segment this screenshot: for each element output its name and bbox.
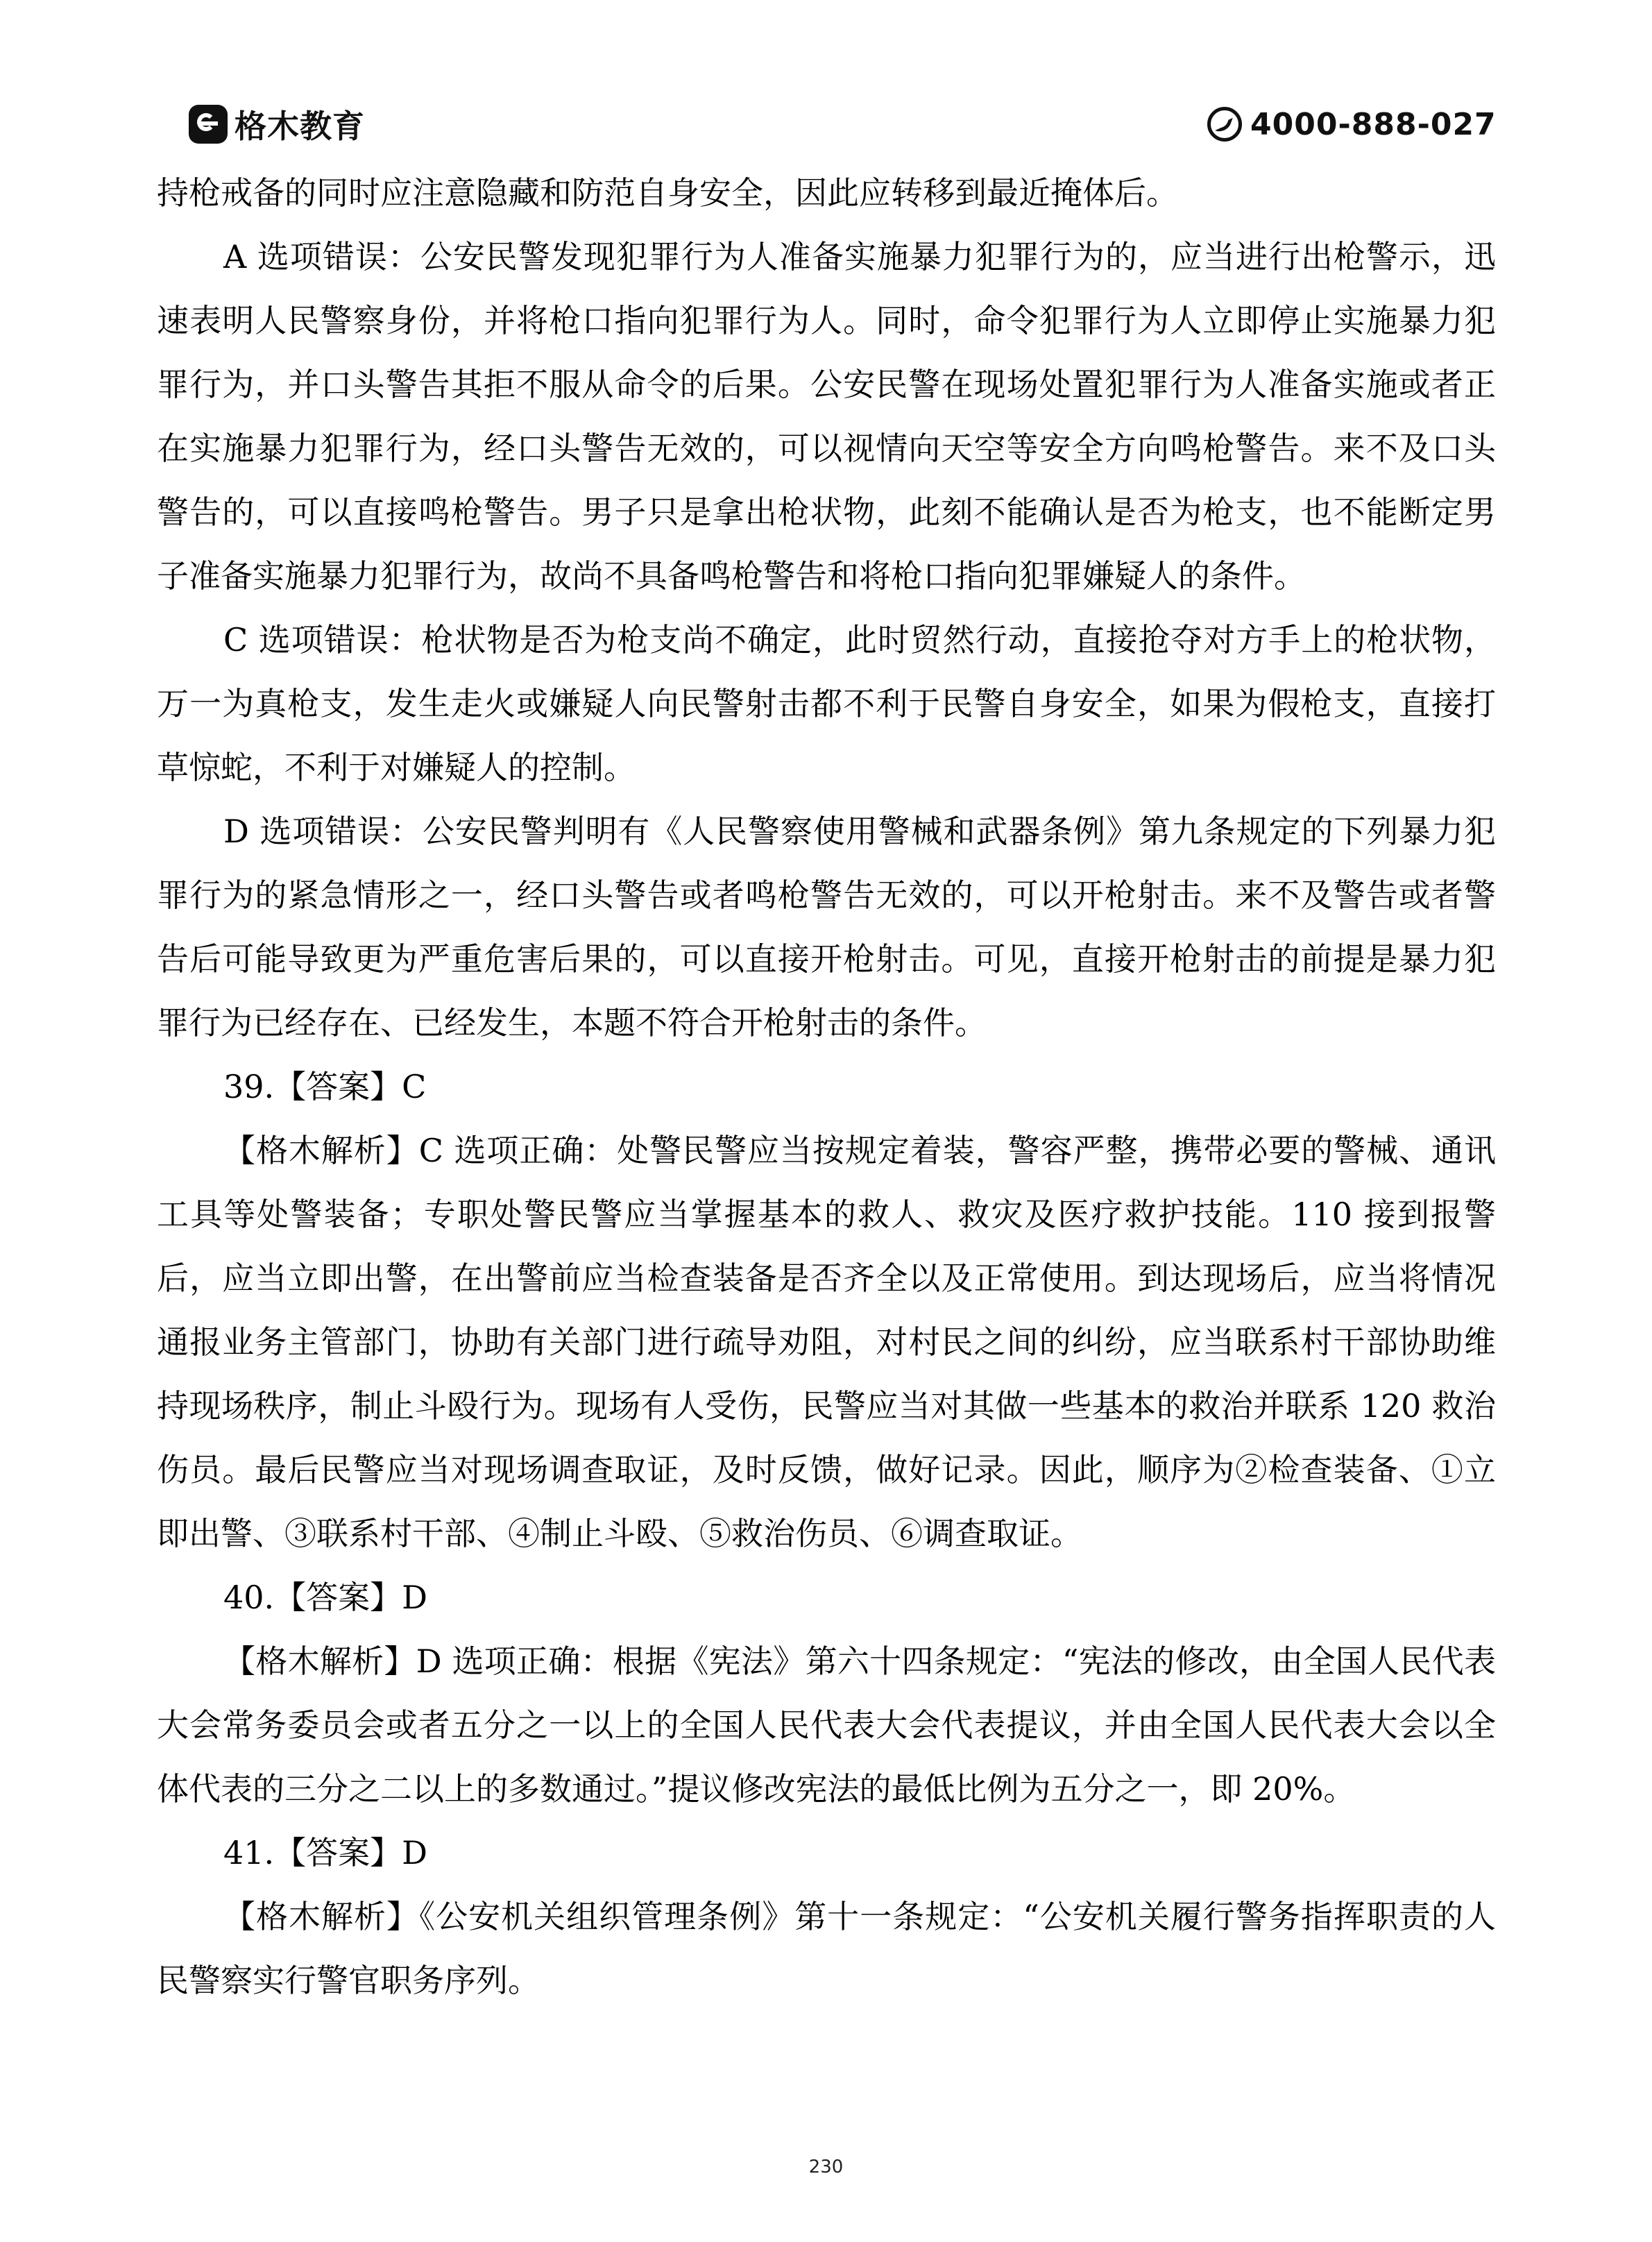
hotline-number: 4000-888-027: [1250, 106, 1497, 142]
phone-icon: [1207, 107, 1242, 142]
analysis-39: 【格木解析】C 选项正确：处警民警应当按规定着装，警容严整，携带必要的警械、通讯工具等处警装备；专职处警民警应当掌握基本的救人、救灾及医疗救护技能。110 接到报警后，应当立即出警，在出警前应当检查装备是否齐全以及正常使用。到达现场后，应当将情况通报业务主管部门，协助有关部门进行疏导劝阻，对村民之间的纠纷，应当联系村干部协助维持现场秩序，制止斗殴行为。现场有人受伤，民警应当对其做一些基本的救治并联系 120 救治伤员。最后民警应当对现场调查取证，及时反馈，做好记录。因此，顺序为②检查装备、①立即出警、③联系村干部、④制止斗殴、⑤救治伤员、⑥调查取证。: [157, 1132, 1496, 1552]
page-header: [0, 0, 1652, 160]
answer-41: 41.【答案】D: [223, 1834, 428, 1871]
document-body: [157, 161, 1496, 2012]
brand-logo-icon: [189, 105, 228, 144]
brand-logo: [189, 103, 365, 146]
brand-name: 格木教育: [235, 108, 365, 145]
hotline: [1207, 103, 1497, 146]
paragraph-option-d: D 选项错误：公安民警判明有《人民警察使用警械和武器条例》第九条规定的下列暴力犯罪行为的紧急情形之一，经口头警告或者鸣枪警告无效的，可以开枪射击。来不及警告或者警告后可能导致更为严重危害后果的，可以直接开枪射击。可见，直接开枪射击的前提是暴力犯罪行为已经存在、已经发生，本题不符合开枪射击的条件。: [157, 813, 1496, 1042]
paragraph-option-c: C 选项错误：枪状物是否为枪支尚不确定，此时贸然行动，直接抢夺对方手上的枪状物，万一为真枪支，发生走火或嫌疑人向民警射击都不利于民警自身安全，如果为假枪支，直接打草惊蛇，不利于对嫌疑人的控制。: [157, 621, 1496, 786]
answer-39: 39.【答案】C: [223, 1068, 427, 1105]
paragraph-continuation: 持枪戒备的同时应注意隐藏和防范自身安全，因此应转移到最近掩体后。: [157, 174, 1178, 212]
analysis-41: 【格木解析】《公安机关组织管理条例》第十一条规定：“公安机关履行警务指挥职责的人民警察实行警官职务序列。: [157, 1898, 1496, 1999]
analysis-40: 【格木解析】D 选项正确：根据《宪法》第六十四条规定：“宪法的修改，由全国人民代表大会常务委员会或者五分之一以上的全国人民代表大会代表提议，并由全国人民代表大会以全体代表的三分之二以上的多数通过。”提议修改宪法的最低比例为五分之一，即 20%。: [157, 1642, 1496, 1808]
answer-40: 40.【答案】D: [223, 1579, 428, 1616]
paragraph-option-a: A 选项错误：公安民警发现犯罪行为人准备实施暴力犯罪行为的，应当进行出枪警示，迅速表明人民警察身份，并将枪口指向犯罪行为人。同时，命令犯罪行为人立即停止实施暴力犯罪行为，并口头警告其拒不服从命令的后果。公安民警在现场处置犯罪行为人准备实施或者正在实施暴力犯罪行为，经口头警告无效的，可以视情向天空等安全方向鸣枪警告。来不及口头警告的，可以直接鸣枪警告。男子只是拿出枪状物，此刻不能确认是否为枪支，也不能断定男子准备实施暴力犯罪行为，故尚不具备鸣枪警告和将枪口指向犯罪嫌疑人的条件。: [157, 238, 1496, 595]
page-number: 230: [808, 2157, 844, 2177]
